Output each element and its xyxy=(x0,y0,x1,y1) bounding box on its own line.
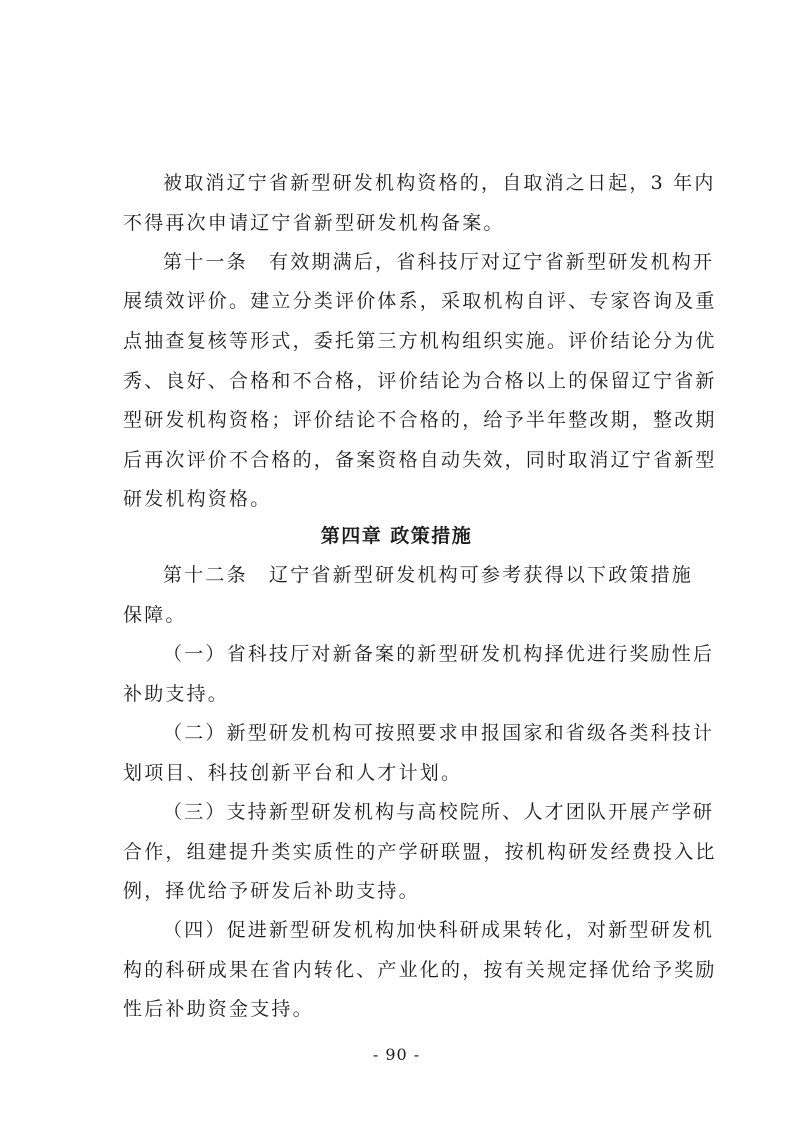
text-line: 第十二条 辽宁省新型研发机构可参考获得以下政策措施 xyxy=(163,564,694,586)
text-line: （四）促进新型研发机构加快科研成果转化，对新型研发机 xyxy=(163,919,715,941)
text-line: 划项目、科技创新平台和人才计划。 xyxy=(123,762,463,784)
text-line: 构的科研成果在省内转化、产业化的，按有关规定择优给予奖励 xyxy=(123,959,717,981)
text-line: 第十一条 有效期满后，省科技厅对辽宁省新型研发机构开 xyxy=(163,251,715,273)
text-line: 性后补助资金支持。 xyxy=(123,998,314,1020)
text-line: 被取消辽宁省新型研发机构资格的，自取消之日起，3 年内 xyxy=(163,172,716,194)
text-line: 不得再次申请辽宁省新型研发机构备案。 xyxy=(123,212,505,234)
text-line: （二）新型研发机构可按照要求申报国家和省级各类科技计 xyxy=(163,722,715,744)
text-line: 合作，组建提升类实质性的产学研联盟，按机构研发经费投入比 xyxy=(123,841,717,863)
text-line: 保障。 xyxy=(123,604,187,626)
chapter-heading: 第四章 政策措施 xyxy=(320,525,473,547)
text-line: （三）支持新型研发机构与高校院所、人才团队开展产学研 xyxy=(163,801,715,823)
text-line: 秀、良好、合格和不合格，评价结论为合格以上的保留辽宁省新 xyxy=(123,370,717,392)
text-line: （一）省科技厅对新备案的新型研发机构择优进行奖励性后 xyxy=(163,643,715,665)
text-line: 例，择优给予研发后补助支持。 xyxy=(123,880,420,902)
text-line: 后再次评价不合格的，备案资格自动失效，同时取消辽宁省新型 xyxy=(123,449,717,471)
text-line: 展绩效评价。建立分类评价体系，采取机构自评、专家咨询及重 xyxy=(123,290,717,312)
text-line: 型研发机构资格；评价结论不合格的，给予半年整改期，整改期 xyxy=(123,409,717,431)
text-line: 补助支持。 xyxy=(123,683,230,705)
page-number: - 90 - xyxy=(372,1045,421,1064)
text-line: 研发机构资格。 xyxy=(123,488,272,510)
text-line: 点抽查复核等形式，委托第三方机构组织实施。评价结论分为优 xyxy=(123,330,717,352)
